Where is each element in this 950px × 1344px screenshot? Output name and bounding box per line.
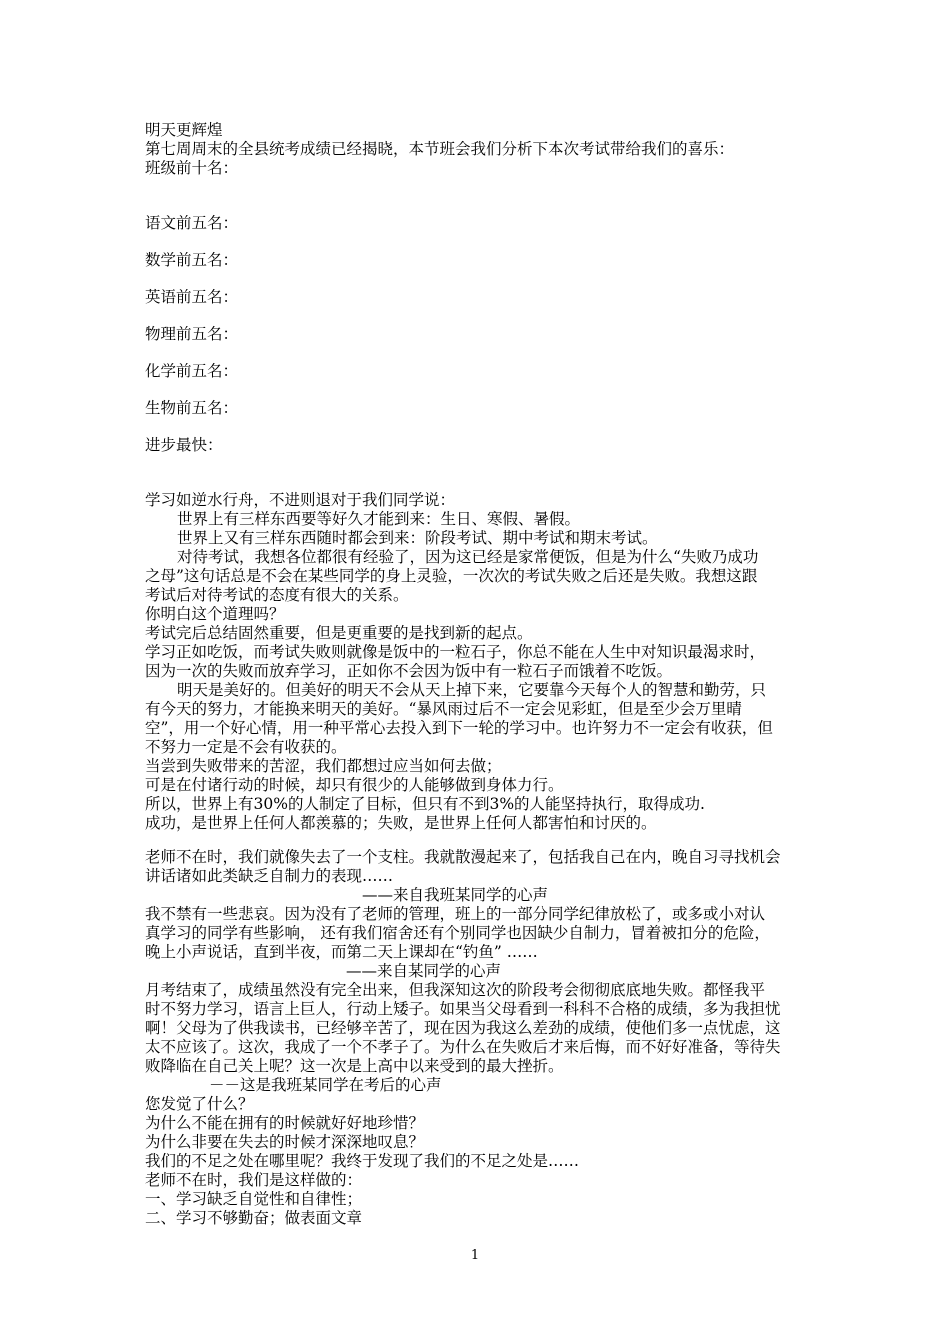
- body-line: 二、学习不够勤奋；做表面文章: [145, 1209, 363, 1227]
- quote-line: 讲话诸如此类缺乏自制力的表现……: [145, 867, 394, 885]
- body-line: 不努力一定是不会有收获的。: [145, 738, 347, 756]
- body-line: 之母”这句话总是不会在某些同学的身上灵验，一次次的考试失败之后还是失败。我想这跟: [145, 567, 758, 585]
- body-line: 明天是美好的。但美好的明天不会从天上掉下来，它要靠今天每个人的智慧和勤劳，只: [177, 681, 767, 699]
- body-line: 一、学习缺乏自觉性和自律性；: [145, 1190, 363, 1208]
- rank-math-label: 数学前五名：: [145, 251, 239, 269]
- body-line: 因为一次的失败而放弃学习，正如你不会因为饭中有一粒石子而饿着不吃饭。: [145, 662, 673, 680]
- quote-line: 晚上小声说话，直到半夜，而第二天上课却在“钓鱼” ……: [145, 943, 538, 961]
- body-line: 成功，是世界上任何人都羡慕的；失败，是世界上任何人都害怕和讨厌的。: [145, 814, 657, 832]
- body-line: 世界上有三样东西要等好久才能到来：生日、寒假、暑假。: [177, 510, 581, 528]
- body-line: 为什么不能在拥有的时候就好好地珍惜？: [145, 1114, 425, 1132]
- rank-physics-label: 物理前五名：: [145, 325, 239, 343]
- page-number: 1: [470, 1248, 480, 1263]
- rank-top10-label: 班级前十名：: [145, 159, 239, 177]
- body-line: 可是在付诸行动的时候，却只有很少的人能够做到身体力行。: [145, 776, 564, 794]
- quote-signature: ——来自我班某同学的心声: [362, 886, 549, 904]
- body-line: 学习正如吃饭，而考试失败则就像是饭中的一粒石子，你总不能在人生中对知识最渴求时，: [145, 643, 766, 661]
- body-line: 当尝到失败带来的苦涩，我们都想过应当如何去做；: [145, 757, 502, 775]
- intro-line: 第七周周末的全县统考成绩已经揭晓，本节班会我们分析下本次考试带给我们的喜乐：: [145, 140, 735, 158]
- quote-line: 我不禁有一些悲哀。因为没有了老师的管理，班上的一部分同学纪律放松了，或多或小对认: [145, 905, 766, 923]
- body-line: 学习如逆水行舟，不进则退对于我们同学说：: [145, 491, 456, 509]
- rank-biology-label: 生物前五名：: [145, 399, 239, 417]
- quote-signature: －－这是我班某同学在考后的心声: [209, 1076, 442, 1094]
- rank-progress-label: 进步最快：: [145, 436, 223, 454]
- body-line: 您发觉了什么？: [145, 1095, 254, 1113]
- body-line: 为什么非要在失去的时候才深深地叹息？: [145, 1133, 425, 1151]
- body-line: 你明白这个道理吗？: [145, 605, 285, 623]
- body-line: 世界上又有三样东西随时都会到来：阶段考试、期中考试和期末考试。: [177, 529, 658, 547]
- body-line: 对待考试，我想各位都很有经验了，因为这已经是家常便饭，但是为什么“失败乃成功: [177, 548, 759, 566]
- rank-english-label: 英语前五名：: [145, 288, 239, 306]
- body-line: 老师不在时，我们是这样做的：: [145, 1171, 363, 1189]
- rank-chinese-label: 语文前五名：: [145, 214, 239, 232]
- body-line: 考试后对待考试的态度有很大的关系。: [145, 586, 409, 604]
- body-line: 有今天的努力，才能换来明天的美好。“暴风雨过后不一定会见彩虹，但是至少会万里晴: [145, 700, 742, 718]
- quote-line: 老师不在时，我们就像失去了一个支柱。我就散漫起来了，包括我自己在内，晚自习寻找机会: [145, 848, 781, 866]
- body-line: 我们的不足之处在哪里呢？我终于发现了我们的不足之处是……: [145, 1152, 580, 1170]
- quote-line: 太不应该了。这次，我成了一个不孝子了。为什么在失败后才来后悔，而不好好准备，等待失: [145, 1038, 781, 1056]
- body-line: 所以，世界上有30%的人制定了目标，但只有不到3%的人能坚持执行，取得成功.: [145, 795, 705, 813]
- quote-line: 月考结束了，成绩虽然没有完全出来，但我深知这次的阶段考会彻彻底底地失败。都怪我平: [145, 981, 766, 999]
- rank-chemistry-label: 化学前五名：: [145, 362, 239, 380]
- quote-signature: ——来自某同学的心声: [346, 962, 502, 980]
- quote-line: 真学习的同学有些影响， 还有我们宿舍还有个别同学也因缺少自制力，冒着被扣分的危险，: [145, 924, 770, 942]
- body-line: 空”，用一个好心情，用一种平常心去投入到下一轮的学习中。也许努力不一定会有收获，但: [145, 719, 773, 737]
- quote-line: 败降临在自己关上呢？这一次是上高中以来受到的最大挫折。: [145, 1057, 564, 1075]
- doc-title: 明天更辉煌: [145, 121, 223, 139]
- quote-line: 时不努力学习，语言上巨人，行动上矮子。如果当父母看到一科科不合格的成绩，多为我担忧: [145, 1000, 781, 1018]
- body-line: 考试完后总结固然重要，但是更重要的是找到新的起点。: [145, 624, 533, 642]
- quote-line: 啊！父母为了供我读书，已经够辛苦了，现在因为我这么差劲的成绩，使他们多一点忧虑，这: [145, 1019, 781, 1037]
